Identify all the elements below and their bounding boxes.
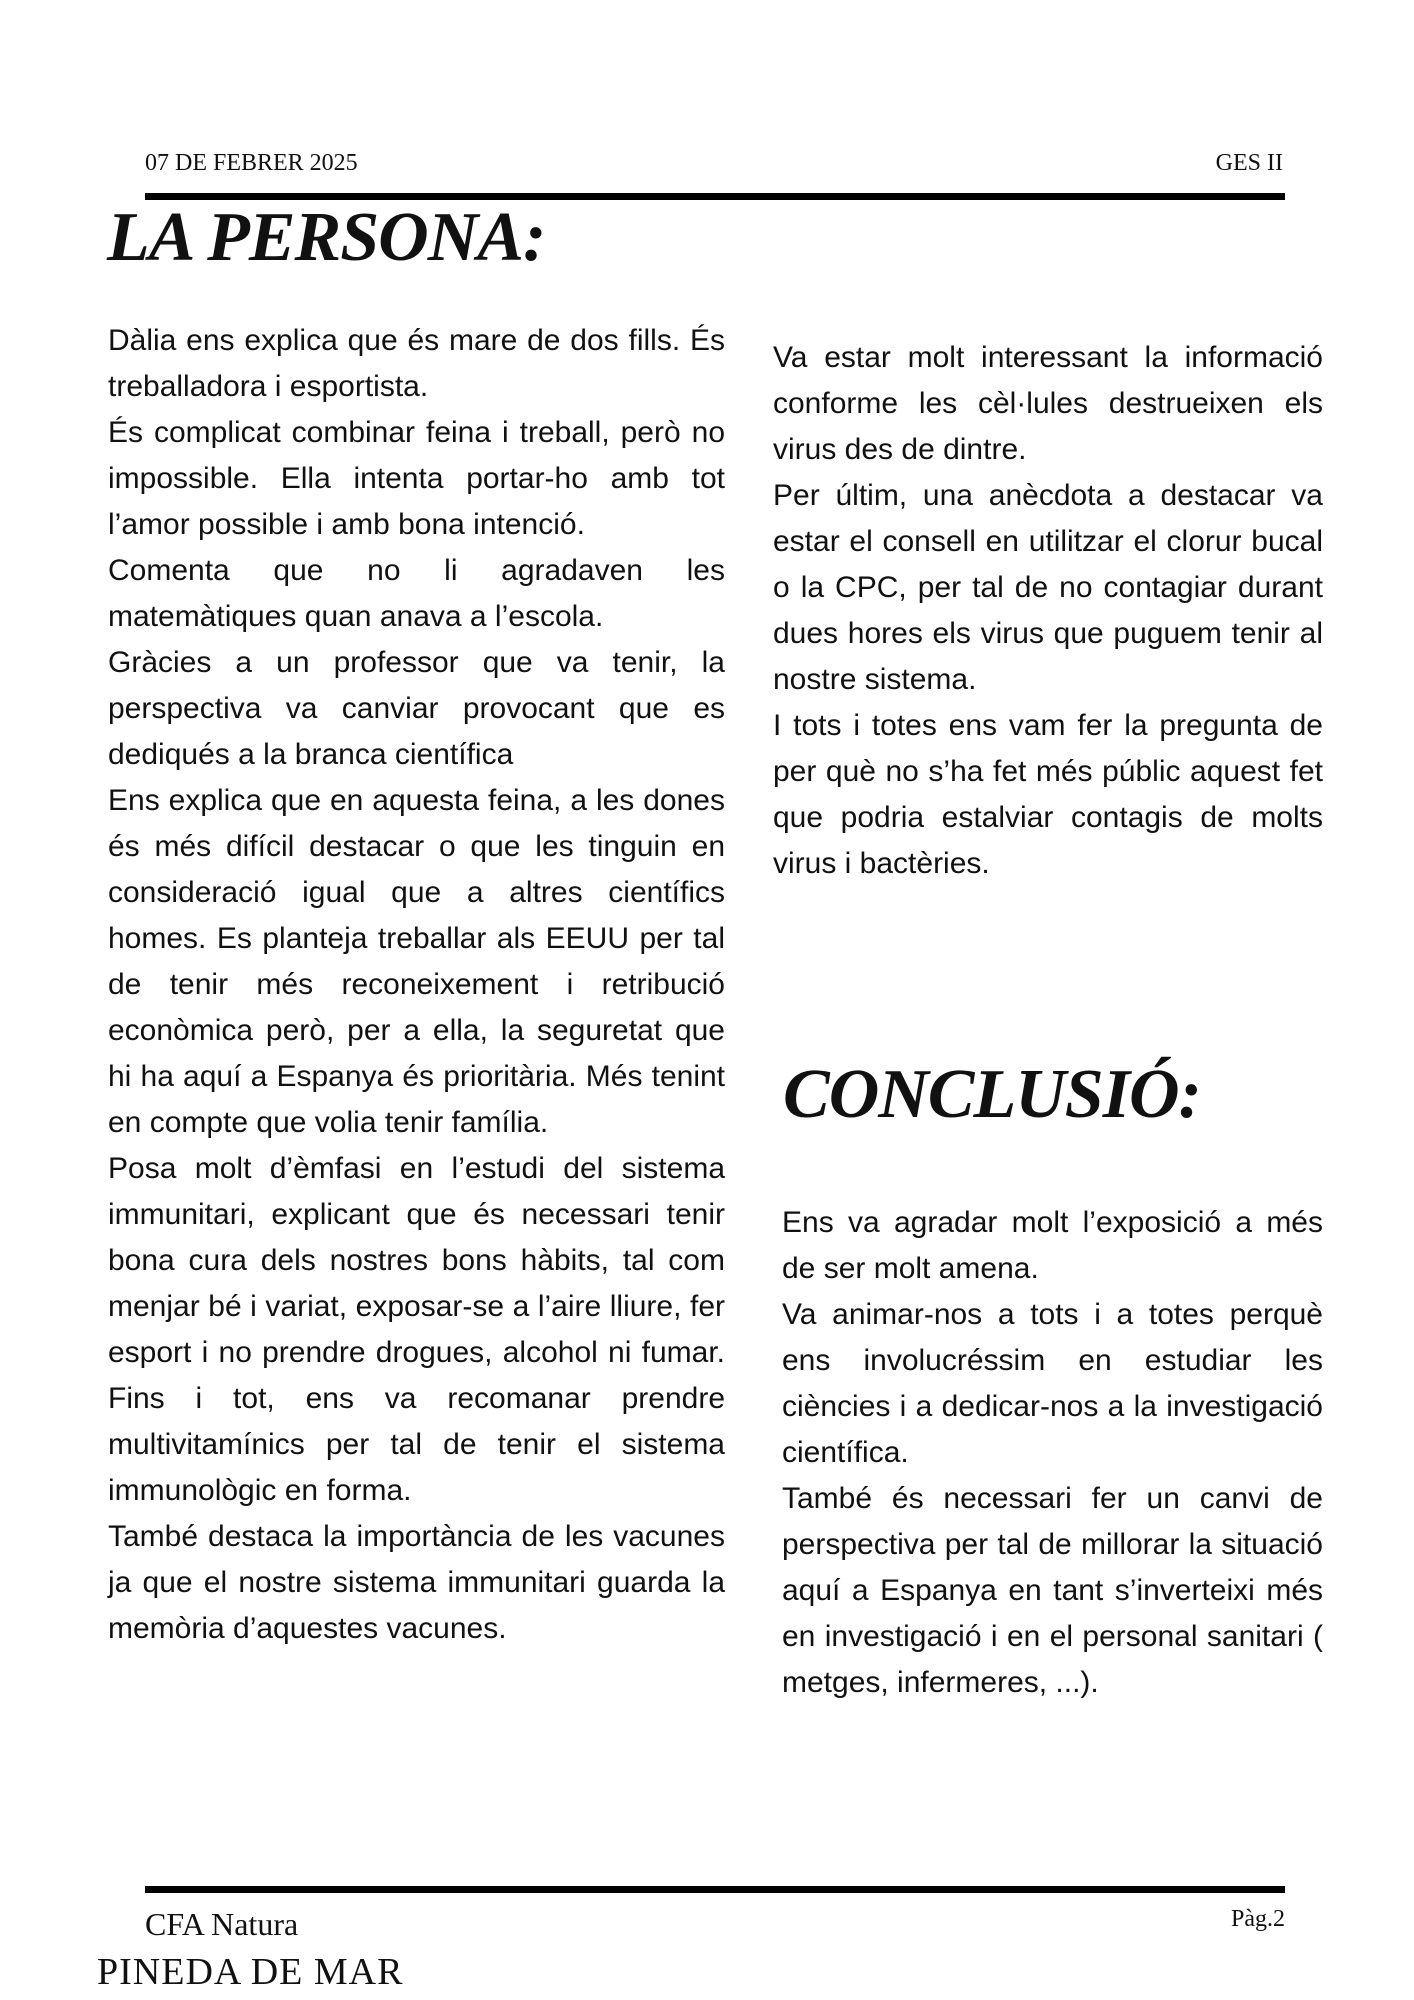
- paragraph: També destaca la importància de les vacunes ja que el nostre sistema immunitari guarda la memòria d’aquestes vacunes.: [108, 1520, 725, 1645]
- paragraph: És complicat combinar feina i treball, però no impossible. Ella intenta portar-ho amb tot l’amor possible i amb bona intenció.: [108, 416, 725, 541]
- footer-town: PINEDA DE MAR: [97, 1951, 404, 1993]
- left-column: [108, 318, 725, 1652]
- section-title-conclusio: CONCLUSIÓ:: [783, 1056, 1201, 1133]
- right-column-continued: [773, 335, 1323, 887]
- footer-rule: [145, 1886, 1285, 1893]
- section-title-la-persona: LA PERSONA:: [107, 199, 546, 276]
- paragraph: Va animar-nos a tots i a totes perquè ens involucréssim en estudiar les ciències i a dedicar-nos a la investigació científica.: [782, 1298, 1323, 1469]
- paragraph: Va estar molt interessant la informació conforme les cèl·lules destrueixen els virus des de dintre.: [773, 341, 1323, 466]
- paragraph: També és necessari fer un canvi de perspectiva per tal de millorar la situació aquí a Espanya en tant s’inverteixi més en investigació i en el personal sanitari ( metges, infermeres, ...).: [782, 1482, 1323, 1699]
- paragraph: I tots i totes ens vam fer la pregunta de per què no s’ha fet més públic aquest fet que podria estalviar contagis de molts virus i bactèries.: [773, 709, 1323, 880]
- paragraph: Comenta que no li agradaven les matemàtiques quan anava a l’escola.: [108, 554, 725, 633]
- header-course: GES II: [1215, 150, 1283, 176]
- paragraph: Dàlia ens explica que és mare de dos fills. És treballadora i esportista.: [108, 324, 725, 403]
- paragraph: Ens va agradar molt l’exposició a més de ser molt amena.: [782, 1206, 1323, 1285]
- paragraph: Posa molt d’èmfasi en l’estudi del sistema immunitari, explicant que és necessari tenir bona cura dels nostres bons hàbits, tal com menjar bé i variat, exposar-se a l’aire lliure, fer esport i no prendre drogues, alcohol ni fumar. Fins i tot, ens va recomanar prendre multivitamínics per tal de tenir el sistema immunològic en forma.: [108, 1152, 725, 1507]
- conclusion-column: [782, 1200, 1323, 1706]
- paragraph: Gràcies a un professor que va tenir, la perspectiva va canviar provocant que es dediqués a la branca científica: [108, 646, 725, 771]
- footer-school: CFA Natura: [145, 1906, 299, 1942]
- page-number: Pàg.2: [1231, 1906, 1285, 1932]
- header-date: 07 DE FEBRER 2025: [145, 150, 358, 176]
- paragraph: Per últim, una anècdota a destacar va estar el consell en utilitzar el clorur bucal o la CPC, per tal de no contagiar durant dues hores els virus que puguem tenir al nostre sistema.: [773, 479, 1323, 696]
- paragraph: Ens explica que en aquesta feina, a les dones és més difícil destacar o que les tinguin en consideració igual que a altres científics homes. Es planteja treballar als EEUU per tal de tenir més reconeixement i retribució econòmica però, per a ella, la seguretat que hi ha aquí a Espanya és prioritària. Més tenint en compte que volia tenir família.: [108, 784, 725, 1139]
